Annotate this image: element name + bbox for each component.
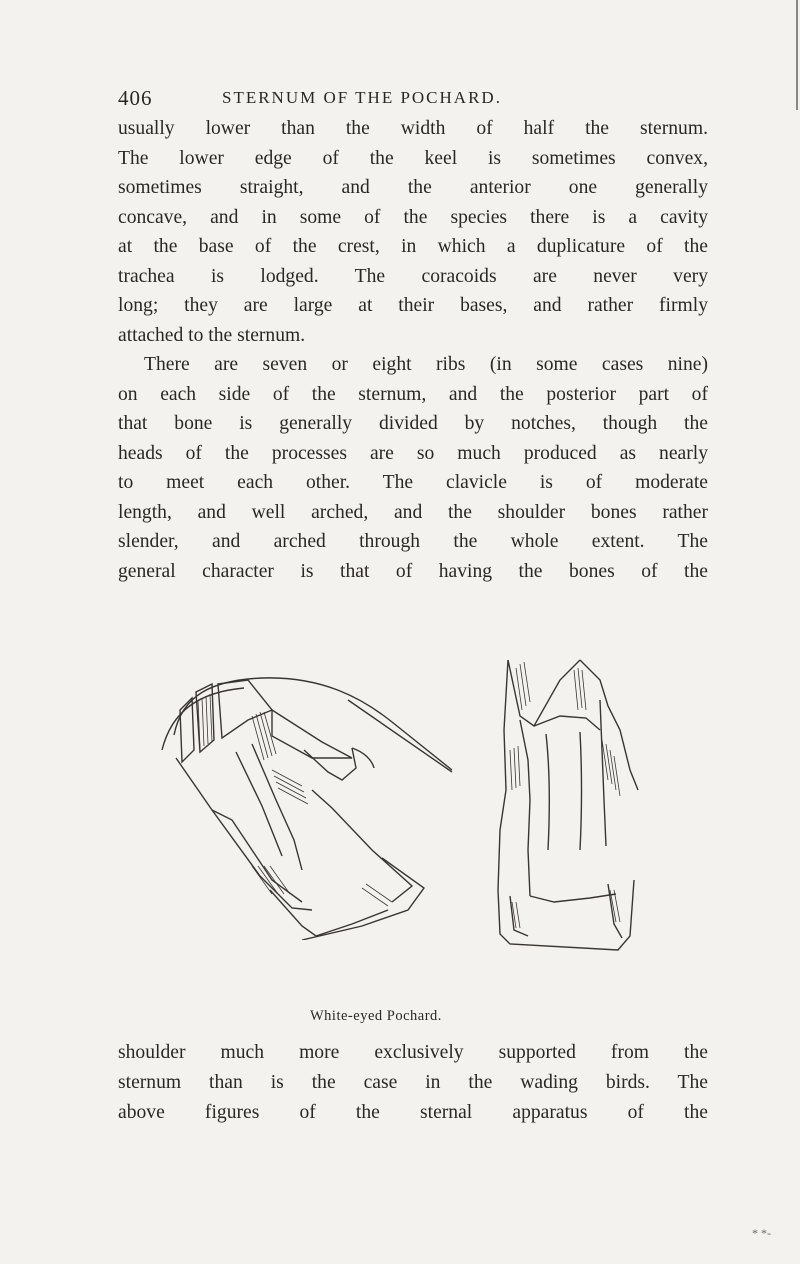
text-line: to meet each other. The clavicle is of moderate — [118, 472, 708, 493]
text-line: usually lower than the width of half the sternum. — [118, 118, 708, 139]
text-line: that bone is generally divided by notches, though the — [118, 413, 708, 434]
text-line: heads of the processes are so much produced as nearly — [118, 442, 708, 464]
text-line: concave, and in some of the species there is a cavity — [118, 206, 708, 228]
page-header — [118, 86, 718, 116]
text-line: general character is that of having the bones of the — [118, 560, 708, 582]
text-line: at the base of the crest, in which a duplicature of the — [118, 236, 708, 257]
print-specks: * *- — [752, 1226, 771, 1240]
text-line: attached to the sternum. — [118, 324, 306, 346]
running-head: STERNUM OF THE POCHARD. — [222, 88, 502, 107]
body-paragraphs — [118, 114, 708, 586]
figure-caption: White-eyed Pochard. — [310, 1008, 442, 1024]
text-line: shoulder much more exclusively supported from the — [118, 1042, 708, 1063]
text-line: long; they are large at their bases, and rather firmly — [118, 295, 708, 316]
text-line: sternum than is the case in the wading birds. The — [118, 1072, 708, 1093]
page-edge-line — [796, 0, 798, 110]
text-line: on each side of the sternum, and the posterior part of — [118, 383, 708, 405]
text-line: slender, and arched through the whole extent. The — [118, 531, 708, 552]
text-line: length, and well arched, and the shoulder bones rather — [118, 501, 708, 523]
text-line: sometimes straight, and the anterior one generally — [118, 177, 708, 198]
sternum-side-view-illustration — [152, 640, 472, 940]
page-number: 406 — [118, 86, 153, 110]
continued-paragraph — [118, 1038, 708, 1128]
text-line: above figures of the sternal apparatus of the — [118, 1102, 708, 1123]
text-line: trachea is lodged. The coracoids are never very — [118, 265, 708, 287]
sternum-front-view-illustration — [490, 640, 650, 960]
text-line: The lower edge of the keel is sometimes convex, — [118, 147, 708, 169]
text-line: There are seven or eight ribs (in some cases nine) — [144, 354, 708, 375]
